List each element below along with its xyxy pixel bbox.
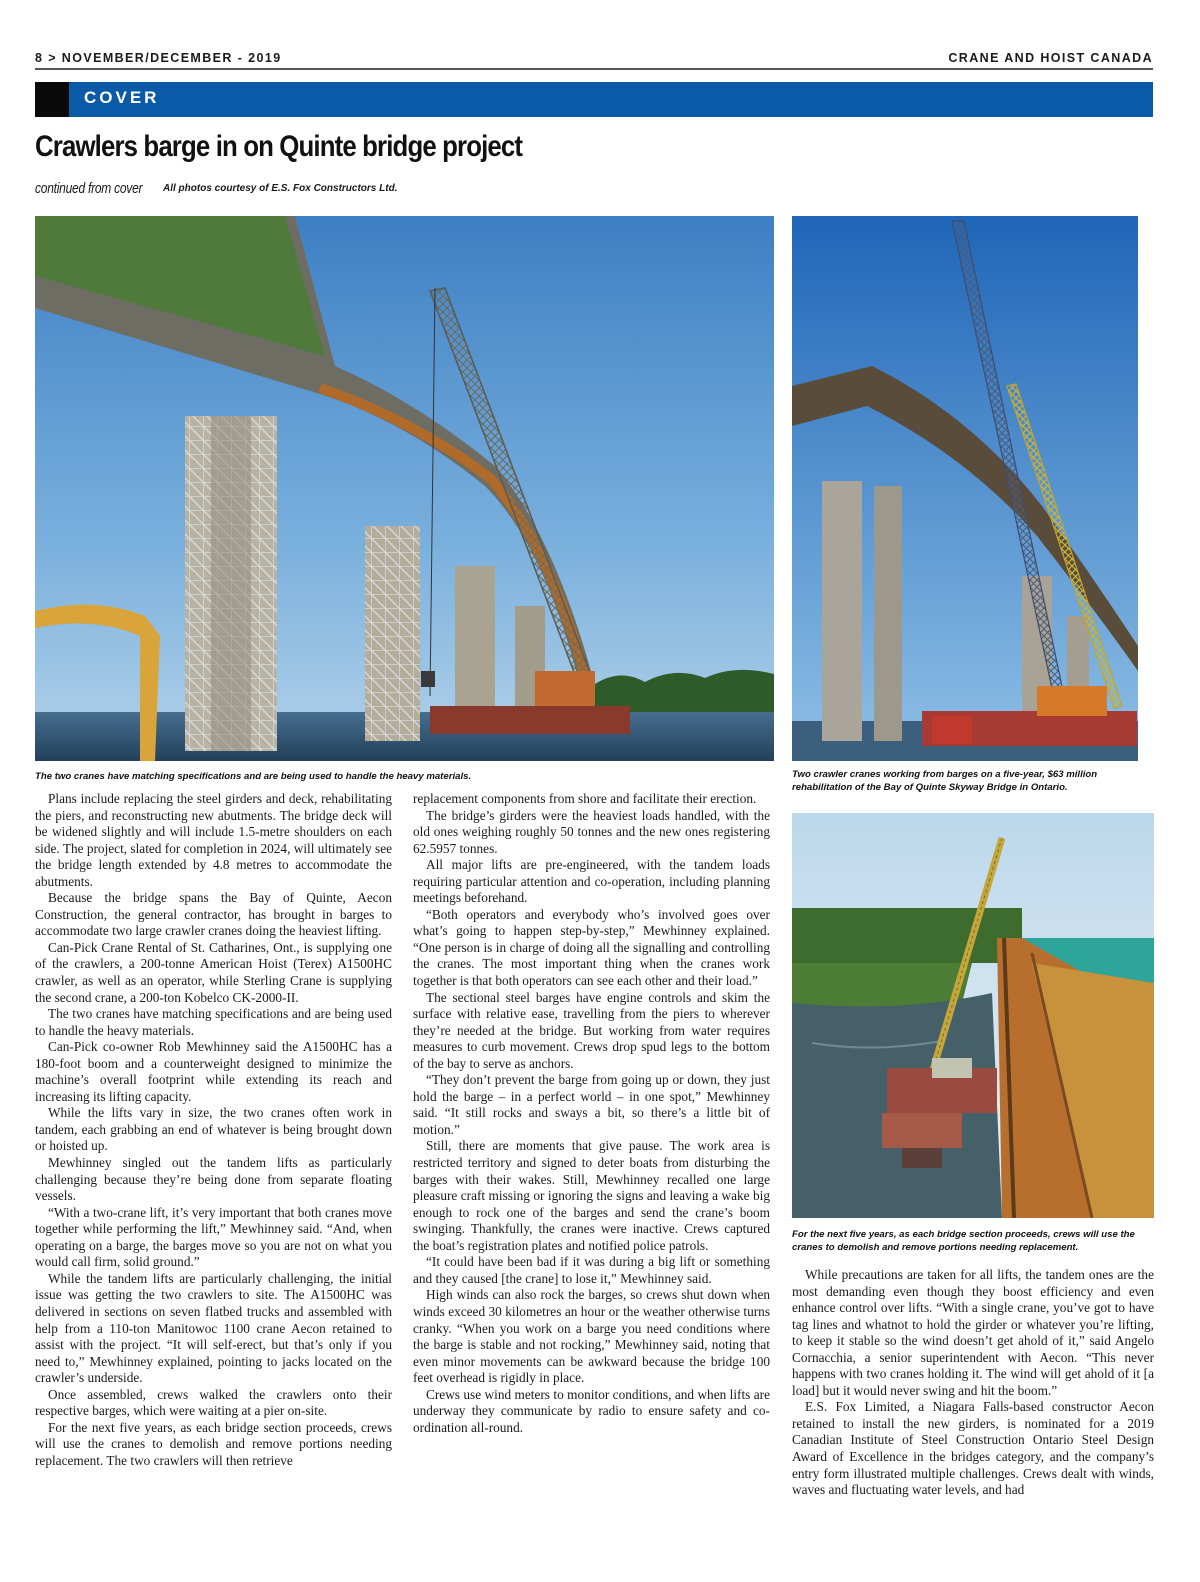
article-column-2 <box>413 791 770 1436</box>
paragraph: Plans include replacing the steel girders and deck, rehabilitating the piers, and reconstructing new abutments. The bridge deck will be widened slightly and will include 1.5-metre shoulders on each side. The project, slated for completion in 2024, will ultimately see the bridge length extended by 4.8 metres to accommodate the abutments. <box>35 791 392 889</box>
paragraph: “Both operators and everybody who’s involved goes over what’s going to happen step-by-step,” Mewhinney explained. “One person is in charge of doing all the signalling and controlling the cranes. The most important thing when the cranes work together is that both operators can see each other and their load.” <box>413 906 770 989</box>
paragraph: High winds can also rock the barges, so crews shut down when winds exceed 30 kilometres an hour or the weather otherwise turns cranky. “When you work on a barge you need conditions where the barge is stable and not rocking,” Mewhinney said, noting that even minor movements can be awkward because the bridge 100 feet overhead is rigidly in place. <box>413 1287 770 1386</box>
paragraph: E.S. Fox Limited, a Niagara Falls-based constructor Aecon retained to install the new girders, is nominated for a 2019 Canadian Institute of Steel Construction Ontario Steel Design Award of Excellence in the bridges category, and the company’s entry form illustrated multiple challenges. Crews dealt with winds, waves and fluctuating water levels, and had <box>792 1399 1154 1498</box>
page-folio: 8 > NOVEMBER/DECEMBER - 2019 <box>35 51 282 65</box>
paragraph: All major lifts are pre-engineered, with the tandem loads requiring particular attention and co-operation, including planning meetings beforehand. <box>413 857 770 906</box>
section-bar-block <box>35 82 69 117</box>
paragraph: “It could have been bad if it was during a big lift or something and they caused [the crane] to lose it,” Mewhinney said. <box>413 1254 770 1286</box>
paragraph: While the tandem lifts are particularly challenging, the initial issue was getting the two crawlers to site. The A1500HC was delivered in sections on seven flatbed trucks and assembled with help from a 110-ton Manitowoc 1100 crane Aecon retained to assist with the project. “It will self-erect, but that’s only if you need to,” Mewhinney explained, pointing to jacks located on the crawler’s underside. <box>35 1270 392 1386</box>
section-label: COVER <box>84 88 160 107</box>
continued-line <box>35 180 398 198</box>
continued-from-cover: continued from cover <box>35 180 143 197</box>
right-bottom-photo-caption: For the next five years, as each bridge section proceeds, crews will use the cranes to demolish and remove portions needing replacement. <box>792 1229 1135 1253</box>
right-bottom-aerial-photo <box>792 813 1154 1218</box>
paragraph: replacement components from shore and facilitate their erection. <box>413 791 757 806</box>
paragraph: Because the bridge spans the Bay of Quinte, Aecon Construction, the general contractor, has brought in barges to accommodate two large crawler cranes doing the heaviest lifting. <box>35 890 392 939</box>
paragraph: The two cranes have matching specifications and are being used to handle the heavy materials. <box>35 1006 392 1038</box>
paragraph: “They don’t prevent the barge from going up or down, they just hold the barge – in a perfect world – in one spot,” Mewhinney said. “It still rocks and sways a bit, so there’s a little bit of motion.” <box>413 1072 770 1137</box>
paragraph: Still, there are moments that give pause. The work area is restricted territory and signed to deter boats from disturbing the barges with their wakes. Still, Mewhinney recalled one large pleasure craft missing or ignoring the signs and leaving a wake big enough to rock one of the barges and send the crane’s boom swinging. Thankfully, the cranes were inactive. Crews captured the boat’s registration plates and notified police patrols. <box>413 1138 770 1253</box>
paragraph: While precautions are taken for all lifts, the tandem ones are the most demanding even though they boost efficiency and even enhance control over lifts. “With a single crane, you’ve got to have tag lines and whatnot to hold the girder or whatever you’re lifting, to keep it stable so the wind doesn’t get ahold of it,” said Angelo Cornacchia, a senior superintendent with Aecon. “This never happens with two cranes holding it. The wind will get ahold of it [a load] but it would never swing and hit the boom.” <box>792 1267 1154 1398</box>
right-top-bridge-photo <box>792 216 1138 761</box>
paragraph: The bridge’s girders were the heaviest loads handled, with the old ones weighing roughly 50 tonnes and the new ones registering 62.5957 tonnes. <box>413 807 770 856</box>
paragraph: Can-Pick Crane Rental of St. Catharines, Ont., is supplying one of the crawlers, a 200-tonne American Hoist (Terex) A1500HC crawler, as well as an operator, while Sterling Crane is supplying the second crane, a 200-ton Kobelco CK-2000-II. <box>35 939 392 1005</box>
paragraph: “With a two-crane lift, it’s very important that both cranes move together while performing the lift,” Mewhinney said. “And, when operating on a barge, the barges move so you are not on what you would call firm, solid ground.” <box>35 1204 392 1270</box>
main-bridge-photo <box>35 216 774 761</box>
publication-name: CRANE AND HOIST CANADA <box>948 51 1153 65</box>
right-top-photo-caption: Two crawler cranes working from barges on a five-year, $63 million rehabilitation of the Bay of Quinte Skyway Bridge in Ontario. <box>792 769 1098 793</box>
paragraph: Mewhinney singled out the tandem lifts as particularly challenging because they’re being done from separate floating vessels. <box>35 1155 392 1204</box>
article-headline: Crawlers barge in on Quinte bridge project <box>35 130 523 163</box>
main-photo-caption: The two cranes have matching specifications and are being used to handle the heavy materials. <box>35 771 472 782</box>
paragraph: For the next five years, as each bridge section proceeds, crews will use the cranes to demolish and remove portions needing replacement. The two crawlers will then retrieve <box>35 1419 392 1468</box>
paragraph: The sectional steel barges have engine controls and skim the surface with relative ease, travelling from the piers to wherever they’re needed at the bridge. But working from water requires measures to curb movement. Crews drop spud legs to the bottom of the bay to serve as anchors. <box>413 989 770 1071</box>
running-header <box>35 50 1153 68</box>
header-rule <box>35 68 1153 70</box>
paragraph: Once assembled, crews walked the crawlers onto their respective barges, which were waiting at a pier on-site. <box>35 1386 392 1419</box>
article-column-3 <box>792 1267 1154 1499</box>
photo-credit: All photos courtesy of E.S. Fox Constructors Ltd. <box>163 183 398 194</box>
paragraph: Crews use wind meters to monitor conditions, and when lifts are underway they communicate by radio to ensure safety and co-ordination all-round. <box>413 1386 770 1435</box>
paragraph: While the lifts vary in size, the two cranes often work in tandem, each grabbing an end of whatever is being brought down or hoisted up. <box>35 1105 392 1154</box>
paragraph: Can-Pick co-owner Rob Mewhinney said the A1500HC has a 180-foot boom and a counterweight designed to minimize the machine’s overall footprint while extending its reach and increasing its lifting capacity. <box>35 1039 392 1104</box>
article-column-1 <box>35 791 392 1469</box>
section-bar <box>35 82 1153 117</box>
